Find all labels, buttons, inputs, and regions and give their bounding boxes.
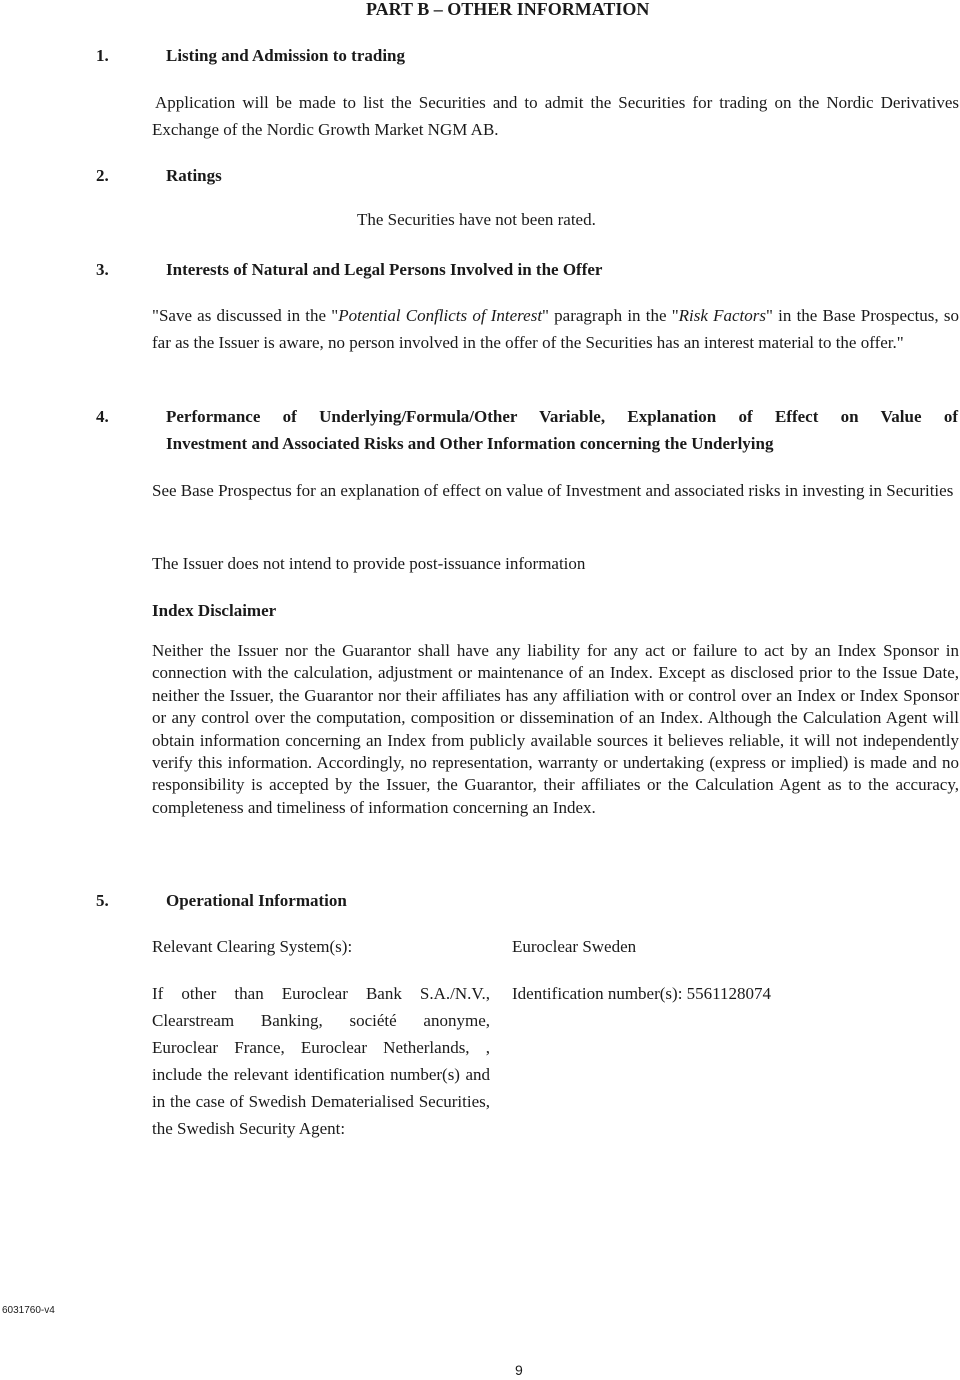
section-2-heading: Ratings bbox=[166, 166, 222, 185]
index-disclaimer-paragraph: Neither the Issuer nor the Guarantor shall have any liability for any act or failure to act by an Index Sponsor in connection with the calculation, adjustment or maintenance of an Index. Except as disclosed prior to the Issue Date, neither the Issuer, the Guarantor nor their affiliates has any affiliation with or control over an Index or Index Sponsor or any control over the computation, composition or dissemination of an Index. Although the Calculation Agent will obtain information concerning an Index from publicly available sources it believes reliable, it will not independently verify this information. Accordingly, no representation, warranty or undertaking (express or implied) is made and no responsibility is accepted by the Issuer, the Guarantor, their affiliates or the Calculation Agent as to the accuracy, completeness and timeliness of information concerning an Index. bbox=[152, 641, 959, 817]
identification-label: If other than Euroclear Bank S.A./N.V., Clearstream Banking, société anonyme, Euroclear France, Euroclear Netherlands, , include the relevant identification number(s) and in the case of Swedish Dematerialised Securities, the Swedish Security Agent: bbox=[152, 984, 490, 1138]
clearing-system-label: Relevant Clearing System(s): bbox=[152, 937, 353, 956]
page-number: 9 bbox=[515, 1362, 523, 1378]
section-2-paragraph: The Securities have not been rated. bbox=[357, 210, 596, 229]
section-4-heading-line-2: Investment and Associated Risks and Other Information concerning the Underlying bbox=[166, 434, 774, 453]
section-3-text-part-3: " in the Base Prospectus, so far as the Issuer is aware, no person involved in the offer of the Securities has an interest material to the offer." bbox=[152, 306, 959, 352]
identification-value: Identification number(s): 5561128074 bbox=[512, 984, 772, 1003]
section-4-paragraph-2: The Issuer does not intend to provide post-issuance information bbox=[152, 554, 586, 573]
section-3-italic-risk-factors: Risk Factors bbox=[678, 306, 767, 325]
section-4-number: 4. bbox=[96, 407, 109, 426]
clearing-system-value: Euroclear Sweden bbox=[512, 937, 637, 956]
section-1-heading: Listing and Admission to trading bbox=[166, 46, 406, 65]
section-3-text-part-2: " paragraph in the " bbox=[542, 306, 679, 325]
section-3-heading: Interests of Natural and Legal Persons Involved in the Offer bbox=[166, 260, 603, 279]
part-title: PART B – OTHER INFORMATION bbox=[366, 0, 650, 19]
index-disclaimer-heading: Index Disclaimer bbox=[152, 601, 277, 620]
section-3-number: 3. bbox=[96, 260, 109, 279]
section-3-paragraph bbox=[152, 302, 959, 356]
section-1-number: 1. bbox=[96, 46, 109, 65]
section-3-text-part-1: "Save as discussed in the " bbox=[152, 306, 339, 325]
section-3-italic-potential-conflicts: Potential Conflicts of Interest bbox=[338, 306, 543, 325]
section-5-number: 5. bbox=[96, 891, 109, 910]
section-1-paragraph: Application will be made to list the Securities and to admit the Securities for trading on the Nordic Derivatives Exchange of the Nordic Growth Market NGM AB. bbox=[152, 93, 959, 139]
section-4-heading-line-1: Performance of Underlying/Formula/Other Variable, Explanation of Effect on Value of bbox=[166, 407, 958, 426]
section-2-number: 2. bbox=[96, 166, 109, 185]
document-reference: 6031760-v4 bbox=[2, 1305, 55, 1316]
section-4-paragraph-1: See Base Prospectus for an explanation of effect on value of Investment and associated risks in investing in Securities bbox=[152, 481, 954, 500]
section-5-heading: Operational Information bbox=[166, 891, 347, 910]
